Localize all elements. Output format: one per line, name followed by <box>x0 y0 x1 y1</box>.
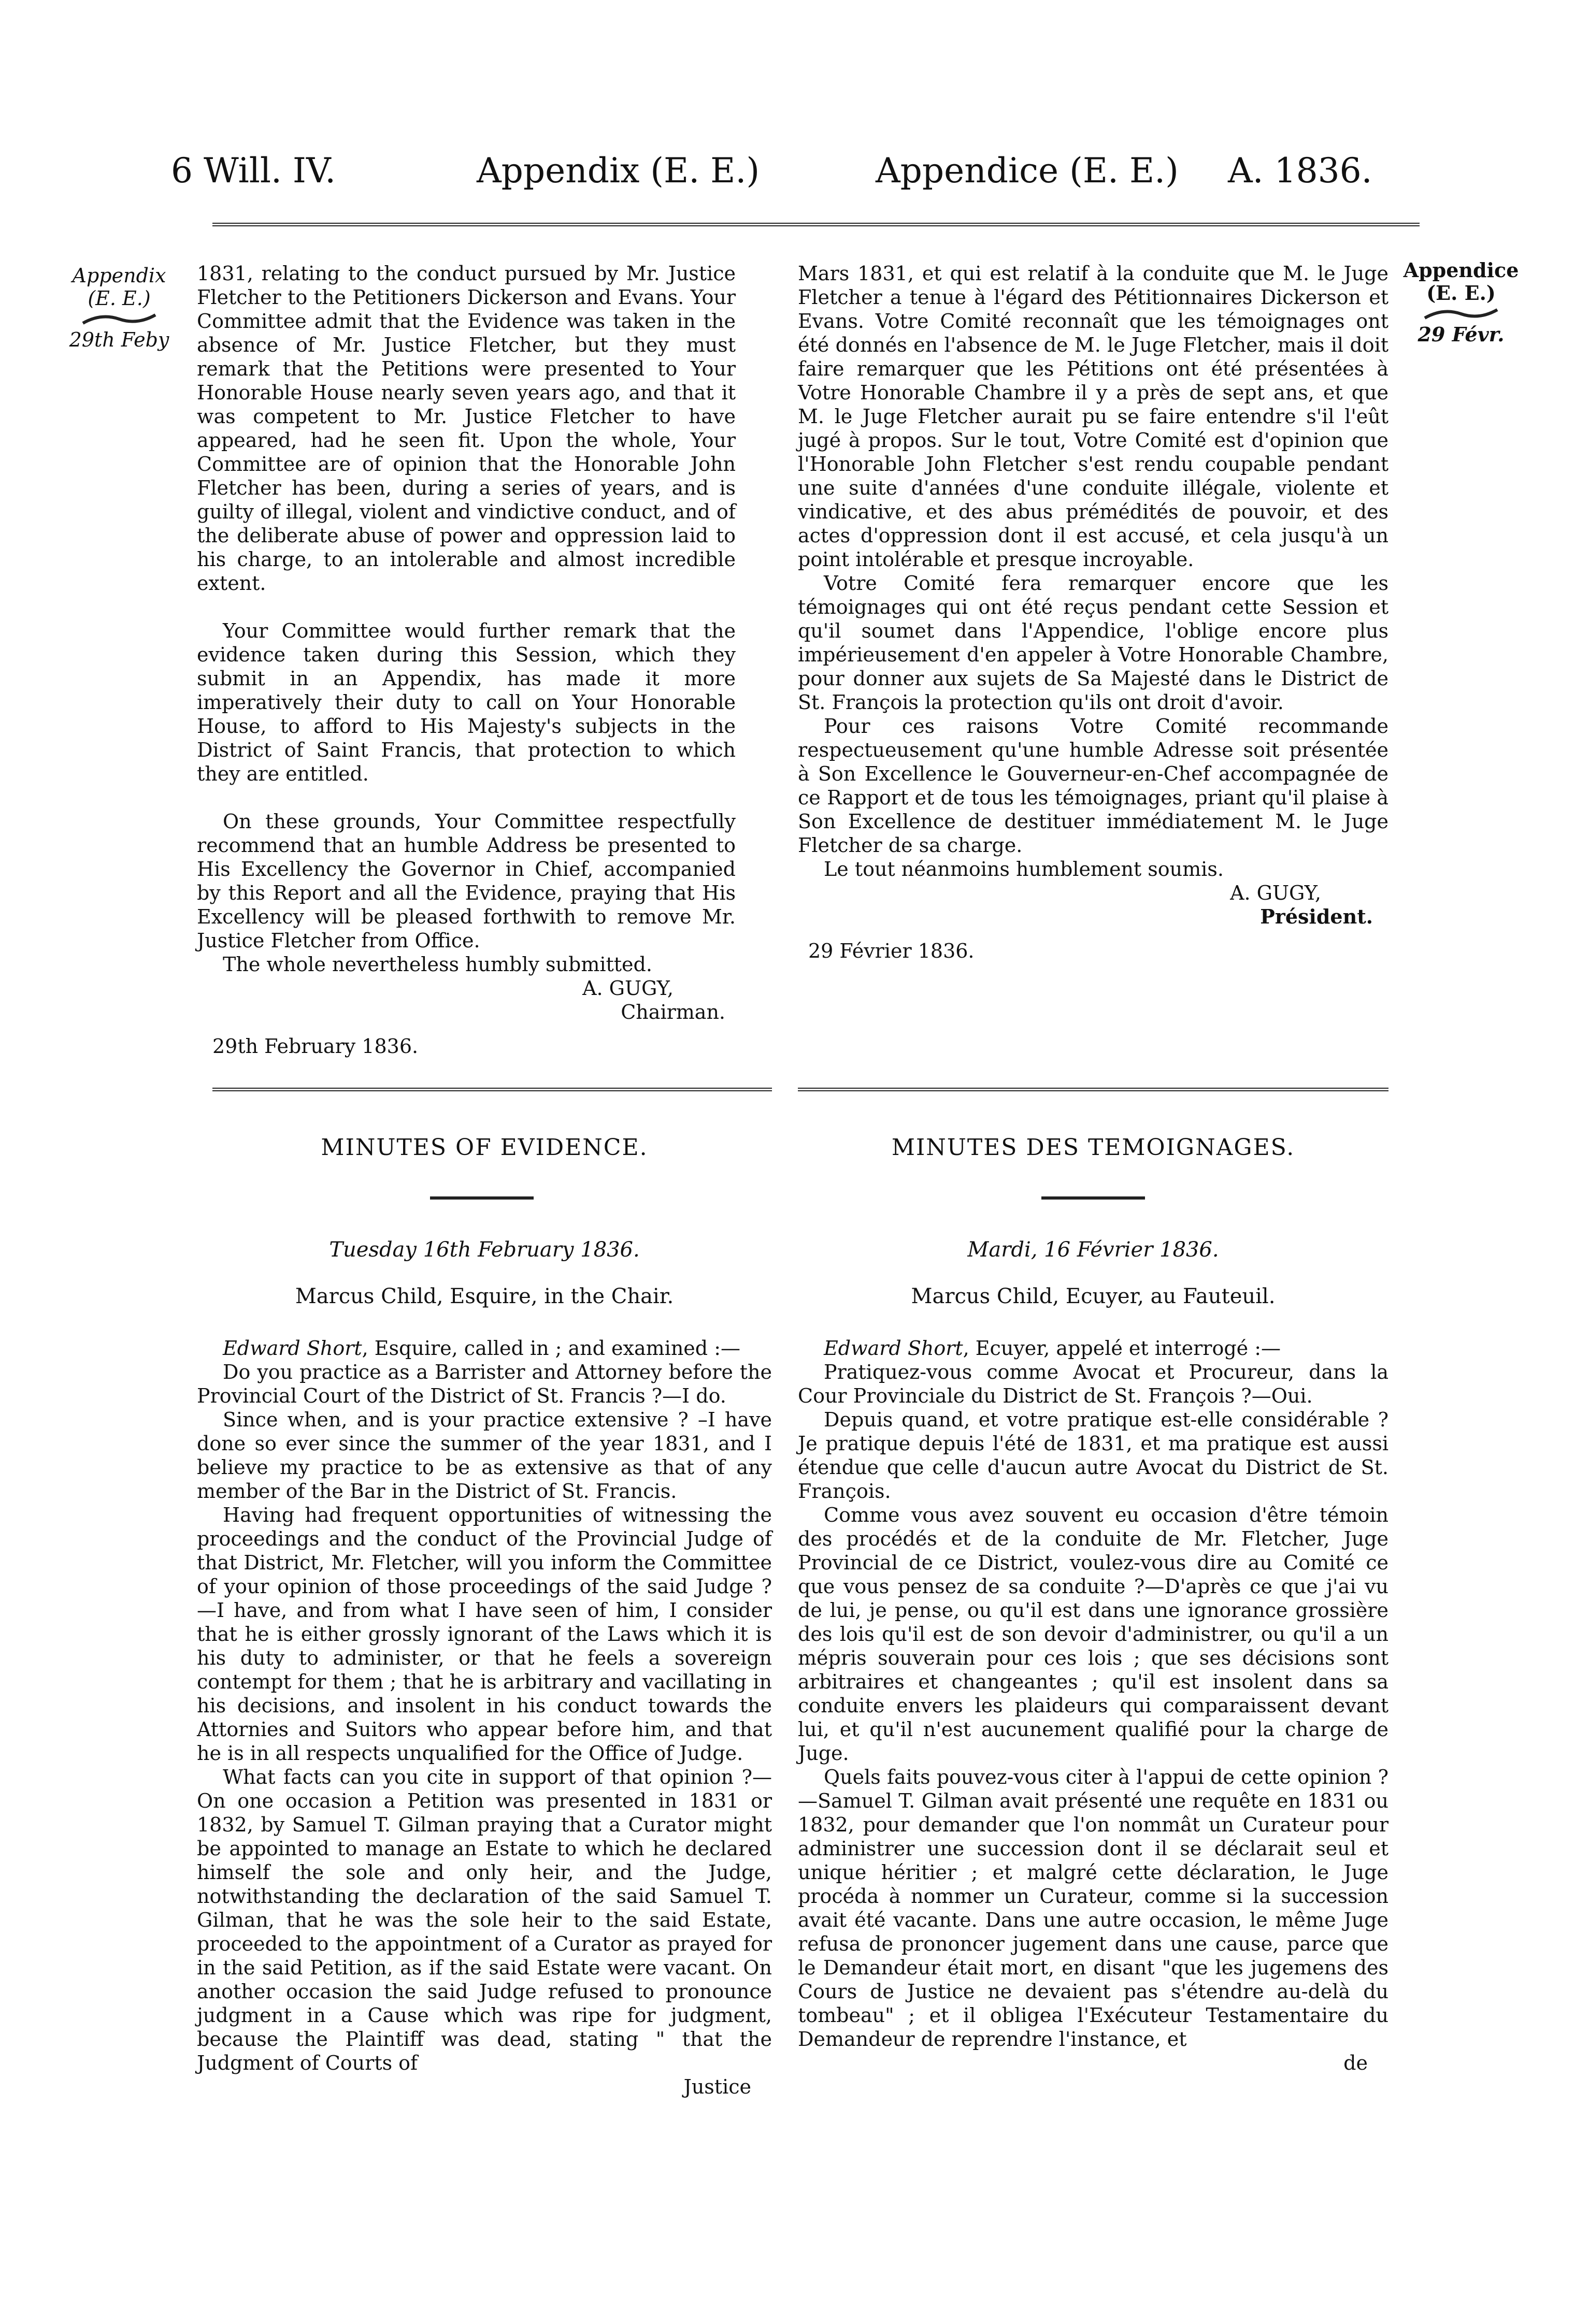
report-date: 29 Février 1836. <box>808 940 975 962</box>
swirl-ornament-icon <box>80 312 158 326</box>
english-minutes <box>197 1336 772 2099</box>
page-header <box>0 150 1589 212</box>
chair-line-french: Marcus Child, Ecuyer, au Fauteuil. <box>911 1284 1276 1308</box>
question-answer: Comme vous avez souvent eu occasion d'être témoin des procédés et de la conduite de Mr. Fletcher, Juge Provincial de ce District, voulez-vous dire au Comité ce que vous pensez de sa conduite ?—D'après ce que j'ai vu de lui, je pense, ou qu'il est dans une ignorance grossière des lois qu'il est de son devoir d'administrer, ou qu'il a un mépris souverain pour ces lois ; que ses décisions sont arbitraires et changeantes ; qu'il est insolent dans sa conduite envers les plaideurs qui comparaissent devant lui, et qu'il n'est aucunement qualifié pour la charge de Juge. <box>798 1504 1388 1765</box>
question-answer: What facts can you cite in support of that opinion ?—On one occasion a Petition was presented in 1831 or 1832, by Samuel T. Gilman praying that a Curator might be appointed to manage an Estate to which he declared himself the sole and only heir, and the Judge, notwithstanding the declaration of the said Samuel T. Gilman, that he was the sole heir to the said Estate, proceeded to the appointment of a Curator as prayed for in the said Petition, as if the said Estate were vacant. On another occasion the said Judge refused to pronounce judgment in a Cause which was ripe for judgment, because the Plaintiff was dead, stating " that the Judgment of Courts of <box>197 1766 772 2074</box>
signer-title: Président. <box>1260 905 1373 928</box>
report-closing: Le tout néanmoins humblement soumis. <box>824 858 1224 880</box>
report-paragraph: Votre Comité fera remarquer encore que les témoignages qui ont été reçus pendant cette Session et qu'il soumet dans l'Appendice, l'oblige encore plus impérieusement d'en appeler à Votre Honorable Chambre, pour donner aux sujets de Sa Majesté dans le District de St. François la protection qu'ils ont droit d'avoir. <box>798 572 1388 714</box>
reign-label: 6 Will. IV. <box>171 151 336 191</box>
swirl-ornament-icon <box>1422 307 1500 321</box>
margin-label: Appendix <box>72 264 166 287</box>
margin-code: (E. E.) <box>88 287 151 310</box>
session-date-english: Tuesday 16th February 1836. <box>329 1238 640 1262</box>
witness-name: Edward Short <box>824 1337 963 1360</box>
witness-name: Edward Short <box>223 1337 362 1360</box>
question-answer: Having had frequent opportunities of witnessing the proceedings and the conduct of the Provincial Judge of that District, Mr. Fletcher, will you inform the Committee of your opinion of those proceedings of the said Judge ?—I have, and from what I have seen of him, I consider that he is either grossly ignorant of the Laws which it is his duty to administer, or that he feels a sovereign contempt for them ; that he is arbitrary and vacillating in his decisions, and insolent in his conduct towards the Attornies and Suitors who appear before him, and that he is in all respects unqualified for the Office of Judge. <box>197 1504 772 1765</box>
margin-date: 29th Feby <box>69 328 169 351</box>
witness-intro: Edward Short, Ecuyer, appelé et interrogé :— <box>824 1337 1281 1360</box>
witness-intro: Edward Short, Esquire, called in ; and examined :— <box>223 1337 740 1360</box>
catchword: de <box>1343 2052 1368 2074</box>
question-answer: Quels faits pouvez-vous citer à l'appui de cette opinion ?—Samuel T. Gilman avait présenté une requête en 1831 ou 1832, pour demander que l'on nommât un Curateur pour administrer une succession dont il se déclarait seul et unique héritier ; et malgré cette déclaration, le Juge procéda à nommer un Curateur, comme si la succession avait été vacante. Dans une autre occasion, le même Juge refusa de prononcer jugement dans une cause, parce que le Demandeur était mort, en disant "que les jugemens des Cours de Justice ne devaient pas s'étendre au-delà du tombeau" ; et il obligea l'Exécuteur Testamentaire du Demandeur de reprendre l'instance, et <box>798 1766 1388 2051</box>
report-paragraph: Your Committee would further remark that the evidence taken during this Session, which they submit in an Appendix, has made it more imperatively their duty to call on Your Honorable House, to afford to His Majesty's subjects in the District of Saint Francis, that protection to which they are entitled. <box>197 619 736 785</box>
question-answer: Pratiquez-vous comme Avocat et Procureur, dans la Cour Provinciale du District de St. François ?—Oui. <box>798 1361 1388 1407</box>
question-answer: Since when, and is your practice extensive ? –I have done so ever since the summer of the year 1831, and I believe my practice to be as extensive as that of any member of the Bar in the District of St. Francis. <box>197 1408 772 1503</box>
margin-note-left <box>67 264 171 351</box>
margin-note-right <box>1399 259 1523 346</box>
french-report <box>798 262 1388 963</box>
report-date: 29th February 1836. <box>212 1035 419 1058</box>
question-answer: Do you practice as a Barrister and Attorney before the Provincial Court of the District of St. Francis ?—I do. <box>197 1361 772 1407</box>
margin-label: Appendice <box>1403 258 1519 282</box>
french-minutes <box>798 1336 1388 2075</box>
report-paragraph: 1831, relating to the conduct pursued by Mr. Justice Fletcher to the Petitioners Dickerson and Evans. Your Committee admit that the Evidence was taken in the absence of Mr. Justice Fletcher, but they must remark that the Petitions were presented to Your Honorable House nearly seven years ago, and that it was competent to Mr. Justice Fletcher to have appeared, had he seen fit. Upon the whole, Your Committee are of opinion that the Honorable John Fletcher has been, during a series of years, and is guilty of illegal, violent and vindictive conduct, and of the deliberate abuse of power and oppression laid to his charge, to an intolerable and almost incredible extent. <box>197 262 736 595</box>
chair-line-english: Marcus Child, Esquire, in the Chair. <box>295 1284 674 1308</box>
catchword: Justice <box>683 2075 751 2098</box>
signer-title: Chairman. <box>621 1001 725 1023</box>
header-title-french: Appendice (E. E.) <box>876 151 1179 191</box>
session-date-french: Mardi, 16 Février 1836. <box>967 1238 1219 1262</box>
header-rule <box>212 223 1420 226</box>
report-paragraph: Pour ces raisons Votre Comité recommande respectueusement qu'une humble Adresse soit présentée à Son Excellence le Gouverneur-en-Chef accompagnée de ce Rapport et de tous les témoignages, priant qu'il plaise à Son Excellence de destituer immédiatement M. le Juge Fletcher de sa charge. <box>798 715 1388 857</box>
report-paragraph: On these grounds, Your Committee respectfully recommend that an humble Address be presented to His Excellency the Governor in Chief, accompanied by this Report and all the Evidence, praying that His Excellency will be pleased forthwith to remove Mr. Justice Fletcher from Office. <box>197 810 736 952</box>
report-paragraph: Mars 1831, et qui est relatif à la conduite que M. le Juge Fletcher a tenue à l'égard des Pétitionnaires Dickerson et Evans. Votre Comité reconnaît que les témoignages ont été donnés en l'absence de M. le Juge Fletcher, mais il doit faire remarquer que les Pétitions ont été présentées à Votre Honorable Chambre il y a près de sept ans, et que M. le Juge Fletcher aurait pu se faire entendre s'il l'eût jugé à propos. Sur le tout, Votre Comité est d'opinion que l'Honorable John Fletcher s'est rendu coupable pendant une suite d'années d'une conduite illégale, violente et vindicative, et des abus prémédités de pouvoir, et des actes d'oppression dont il est accusé, et cela jusqu'à un point intolérable et presque incroyable. <box>798 262 1388 571</box>
heading-rule <box>1041 1196 1145 1200</box>
question-answer: Depuis quand, et votre pratique est-elle considérable ? Je pratique depuis l'été de 1831, et ma pratique est aussi étendue que celle d'aucun autre Avocat du District de St. François. <box>798 1408 1388 1503</box>
report-closing: The whole nevertheless humbly submitted. <box>223 953 652 976</box>
header-year: A. 1836. <box>1228 151 1372 191</box>
header-title-english: Appendix (E. E.) <box>477 151 760 191</box>
section-rule-left <box>212 1088 772 1091</box>
minutes-heading-french: MINUTES DES TEMOIGNAGES. <box>891 1134 1295 1161</box>
minutes-heading-english: MINUTES OF EVIDENCE. <box>321 1134 648 1161</box>
margin-date: 29 Févr. <box>1418 323 1505 346</box>
section-rule-right <box>798 1088 1388 1091</box>
margin-code: (E. E.) <box>1426 281 1496 305</box>
signer-name: A. GUGY, <box>1230 882 1321 904</box>
english-report <box>197 262 736 1058</box>
heading-rule <box>430 1196 534 1200</box>
signer-name: A. GUGY, <box>582 977 674 1000</box>
